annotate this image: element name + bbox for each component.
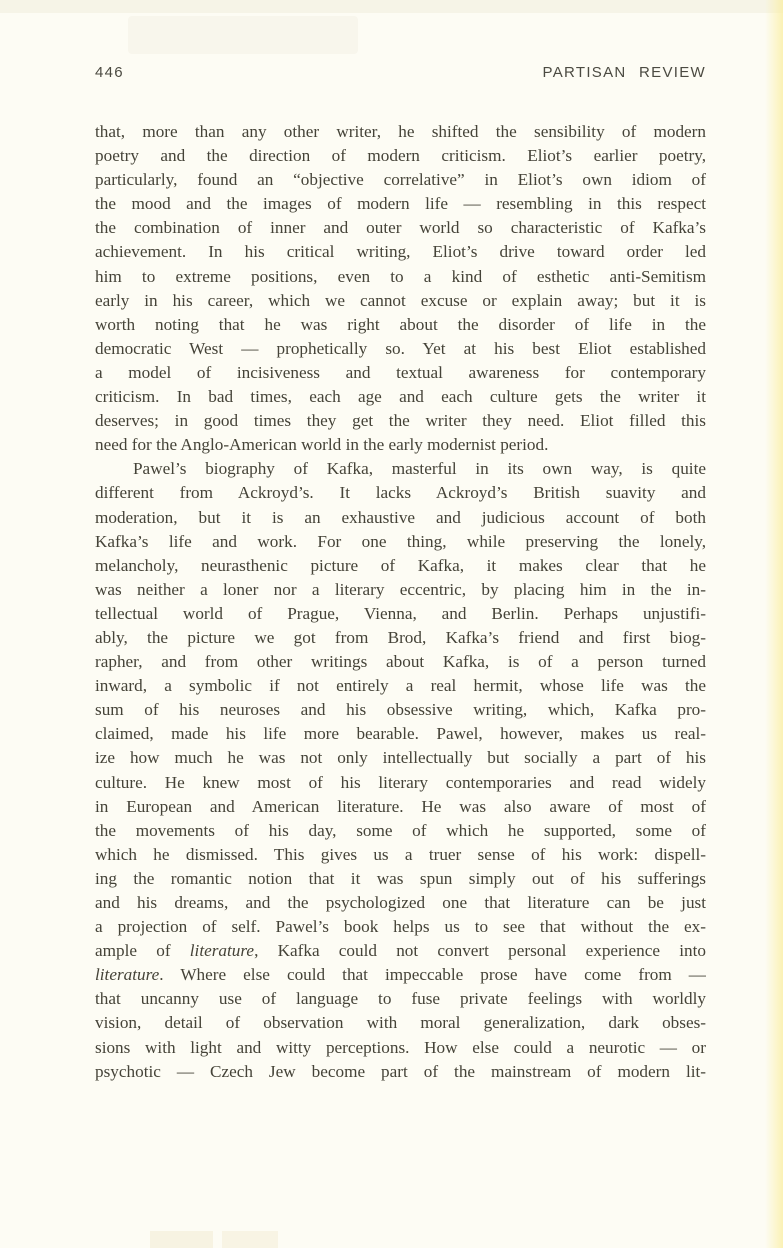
text-line: vision, detail of observation with moral generalization, dark obses- [95,1013,706,1033]
text-line: need for the Anglo-American world in the early modernist period. [95,435,549,455]
text-line: a model of incisiveness and textual awareness for contemporary [95,362,706,382]
page-number: 446 [95,64,124,81]
text-line: moderation, but it is an exhaustive and judicious account of both [95,507,706,527]
text-line: which he dismissed. This gives us a truer sense of his work: dispell- [95,844,706,864]
text-line: in European and American literature. He was also aware of most of [95,796,706,816]
text-line: was neither a loner nor a literary eccentric, by placing him in the in- [95,579,706,599]
text-line: that uncanny use of language to fuse private feelings with worldly [95,989,706,1009]
body-text [95,120,706,1084]
running-head [95,64,706,81]
text-line: sions with light and witty perceptions. How else could a neurotic — or [95,1037,706,1057]
text-line: sum of his neuroses and his obsessive writing, which, Kafka pro- [95,700,706,720]
text-line: him to extreme positions, even to a kind of esthetic anti-Semitism [95,266,706,286]
text-line: ably, the picture we got from Brod, Kafka’s friend and first biog- [95,627,706,647]
text-line: poetry and the direction of modern criticism. Eliot’s earlier poetry, [95,146,706,166]
text-line: melancholy, neurasthenic picture of Kafka, it makes clear that he [95,555,706,575]
text-line: culture. He knew most of his literary contemporaries and read widely [95,772,706,792]
text-line: the combination of inner and outer world so characteristic of Kafka’s [95,218,706,238]
text-line: particularly, found an “objective correlative” in Eliot’s own idiom of [95,170,706,190]
text-line: criticism. In bad times, each age and each culture gets the writer it [95,387,706,407]
text-line: that, more than any other writer, he shifted the sensibility of modern [95,122,706,141]
journal-title: PARTISAN REVIEW [542,64,706,81]
text-line: ing the romantic notion that it was spun simply out of his sufferings [95,868,706,888]
text-line: a projection of self. Pawel’s book helps us to see that without the ex- [95,917,706,937]
scan-artifact [150,1231,213,1248]
text-line: ize how much he was not only intellectually but socially a part of his [95,748,706,768]
text-line: and his dreams, and the psychologized one that literature can be just [95,893,706,912]
text-line: early in his career, which we cannot excuse or explain away; but it is [95,290,706,310]
text-line: ample of literature, Kafka could not convert personal experience into [95,941,706,961]
text-line: the movements of his day, some of which he supported, some of [95,820,706,840]
scan-edge-band [0,0,783,13]
text-line: deserves; in good times they get the writer they need. Eliot filled this [95,411,706,431]
text-line: achievement. In his critical writing, Eliot’s drive toward order led [95,242,706,262]
scan-artifact [222,1231,278,1248]
text-line: rapher, and from other writings about Kafka, is of a person turned [95,652,706,672]
text-line: psychotic — Czech Jew become part of the mainstream of modern lit- [95,1061,706,1081]
text-line: tellectual world of Prague, Vienna, and Berlin. Perhaps unjustifi- [95,603,706,623]
text-line: inward, a symbolic if not entirely a real hermit, whose life was the [95,676,706,696]
text-line: claimed, made his life more bearable. Pawel, however, makes us real- [95,724,706,744]
text-line: literature. Where else could that impeccable prose have come from — [95,965,706,985]
text-line: different from Ackroyd’s. It lacks Ackroyd’s British suavity and [95,483,706,503]
scan-showthrough [128,16,358,54]
text-line: the mood and the images of modern life — resembling in this respect [95,194,706,214]
text-line: democratic West — prophetically so. Yet at his best Eliot established [95,338,706,358]
scan-edge-tint [765,0,783,1248]
text-line: Kafka’s life and work. For one thing, while preserving the lonely, [95,531,706,551]
text-line: worth noting that he was right about the disorder of life in the [95,314,706,334]
text-line: Pawel’s biography of Kafka, masterful in its own way, is quite [133,459,706,479]
